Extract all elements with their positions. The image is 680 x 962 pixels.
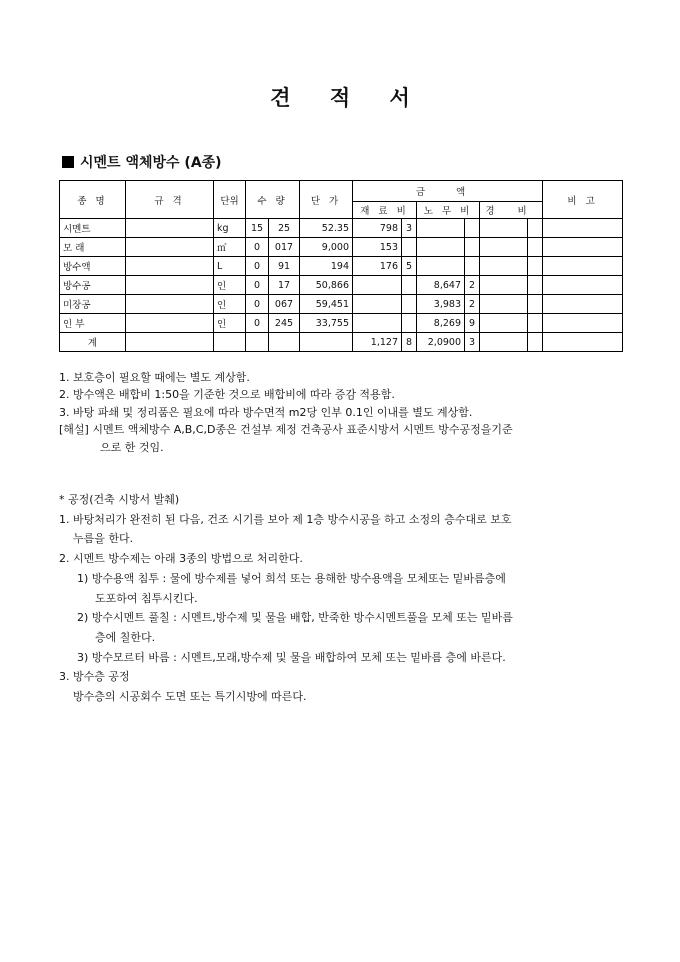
header-unit-price: 단 가 [300, 181, 353, 219]
cell-total-material-dec: 8 [402, 333, 417, 352]
note-item: 2. 방수액은 배합비 1:50을 기준한 것으로 배합비에 따라 증감 적용함. [59, 388, 395, 402]
cell-name: 인 부 [60, 314, 126, 333]
cell-price [300, 333, 353, 352]
process-item-body: 방수층의 시공회수 도면 또는 특기시방에 따른다. [73, 690, 307, 704]
cell-labor [417, 219, 465, 238]
cell-spec [126, 314, 214, 333]
cell-labor: 3,983 [417, 295, 465, 314]
cell-qty-dec: 067 [269, 295, 300, 314]
cell-spec [126, 219, 214, 238]
cell-qty-dec: 017 [269, 238, 300, 257]
cell-spec [126, 257, 214, 276]
cell-labor: 8,647 [417, 276, 465, 295]
cell-material: 798 [353, 219, 402, 238]
cell-name: 방수액 [60, 257, 126, 276]
process-item: 1. 바탕처리가 완전히 된 다음, 건조 시기를 보아 제 1층 방수시공을 하고 소정의 층수대로 보호 [59, 512, 512, 526]
cell-expense-dec [528, 333, 543, 352]
cell-material-dec: 3 [402, 219, 417, 238]
cell-qty-int: 0 [246, 238, 269, 257]
table-row [60, 238, 623, 257]
cell-expense-dec [528, 276, 543, 295]
process-item-continued: 누름을 한다. [73, 532, 134, 546]
cell-qty-int: 0 [246, 276, 269, 295]
cell-qty-dec: 91 [269, 257, 300, 276]
cell-material: 153 [353, 238, 402, 257]
cell-qty-dec: 25 [269, 219, 300, 238]
cell-expense-dec [528, 219, 543, 238]
cell-material-dec: 5 [402, 257, 417, 276]
cell-spec [126, 238, 214, 257]
process-item: 2. 시멘트 방수제는 아래 3종의 방법으로 처리한다. [59, 552, 303, 566]
cell-labor-dec [465, 219, 480, 238]
cell-name: 미장공 [60, 295, 126, 314]
header-unit: 단위 [214, 181, 246, 219]
cell-unit [214, 333, 246, 352]
cell-material-dec [402, 238, 417, 257]
header-labor: 노 무 비 [417, 202, 480, 219]
commentary-line: 으로 한 것임. [100, 440, 164, 454]
header-expense: 경 비 [480, 202, 543, 219]
commentary-line: [해설] 시멘트 액체방수 A,B,C,D종은 건설부 제정 건축공사 표준시방서 시멘트 방수공정을기준 [59, 423, 513, 437]
process-subitem: 2) 방수시멘트 풀칠 : 시멘트,방수제 및 물을 배합, 반죽한 방수시멘트풀을 모체 또는 밑바름 [77, 611, 513, 625]
process-subitem-continued: 도포하여 침투시킨다. [95, 591, 198, 605]
note-item: 3. 바탕 파쇄 및 정리품은 필요에 따라 방수면적 m2당 인부 0.1인 이내를 별도 계상함. [59, 405, 473, 419]
cell-unit: 인 [214, 276, 246, 295]
cell-total-labor: 2,0900 [417, 333, 465, 352]
cell-price: 9,000 [300, 238, 353, 257]
cell-material-dec [402, 276, 417, 295]
process-item: 3. 방수층 공정 [59, 670, 130, 684]
cell-remark [543, 276, 623, 295]
cell-qty-int: 15 [246, 219, 269, 238]
table-row [60, 314, 623, 333]
header-spec: 규 격 [126, 181, 214, 219]
estimate-table [59, 180, 623, 352]
cell-remark [543, 257, 623, 276]
header-remark: 비 고 [543, 181, 623, 219]
cell-price: 59,451 [300, 295, 353, 314]
notes [59, 369, 625, 456]
cell-labor [417, 257, 465, 276]
table-row [60, 295, 623, 314]
table-row [60, 219, 623, 238]
cell-unit: 인 [214, 295, 246, 314]
cell-material [353, 276, 402, 295]
cell-material [353, 314, 402, 333]
cell-total-label: 계 [60, 333, 126, 352]
cell-spec [126, 333, 214, 352]
cell-qty-int: 0 [246, 314, 269, 333]
cell-labor [417, 238, 465, 257]
cell-labor-dec [465, 238, 480, 257]
cell-remark [543, 314, 623, 333]
cell-price: 50,866 [300, 276, 353, 295]
process-subitem: 1) 방수용액 침투 : 물에 방수제를 넣어 희석 또는 용해한 방수용액을 모체또는 밑바름층에 [77, 571, 506, 585]
cell-name: 시멘트 [60, 219, 126, 238]
cell-expense [480, 219, 528, 238]
process-section [59, 490, 625, 707]
cell-expense [480, 257, 528, 276]
cell-qty-int: 0 [246, 257, 269, 276]
cell-name: 모 래 [60, 238, 126, 257]
note-item: 1. 보호층이 필요할 때에는 별도 계상함. [59, 371, 250, 384]
cell-labor-dec: 2 [465, 295, 480, 314]
cell-material-dec [402, 295, 417, 314]
black-square-bullet-icon [62, 156, 74, 168]
header-item: 종 명 [60, 181, 126, 219]
cell-qty-dec: 245 [269, 314, 300, 333]
cell-remark [543, 238, 623, 257]
cell-expense-dec [528, 314, 543, 333]
cell-qty-dec: 17 [269, 276, 300, 295]
header-material: 재 료 비 [353, 202, 417, 219]
cell-unit: L [214, 257, 246, 276]
section-title [62, 152, 222, 172]
process-subitem-continued: 층에 칠한다. [95, 630, 156, 644]
cell-expense [480, 238, 528, 257]
cell-spec [126, 295, 214, 314]
table-row [60, 276, 623, 295]
section-title-text: 시멘트 액체방수 (A종) [80, 155, 222, 171]
cell-expense-dec [528, 257, 543, 276]
cell-expense [480, 295, 528, 314]
table-total-row [60, 333, 623, 352]
cell-expense-dec [528, 295, 543, 314]
cell-price: 33,755 [300, 314, 353, 333]
process-heading: * 공정(건축 시방서 발췌) [59, 493, 180, 506]
cell-price: 194 [300, 257, 353, 276]
cell-name: 방수공 [60, 276, 126, 295]
cell-qty-int: 0 [246, 295, 269, 314]
cell-total-material: 1,127 [353, 333, 402, 352]
cell-labor-dec: 9 [465, 314, 480, 333]
cell-remark [543, 219, 623, 238]
cell-labor: 8,269 [417, 314, 465, 333]
cell-expense-dec [528, 238, 543, 257]
cell-remark [543, 295, 623, 314]
cell-qty-int [246, 333, 269, 352]
cell-material: 176 [353, 257, 402, 276]
header-qty: 수 량 [246, 181, 300, 219]
cell-unit: ㎥ [214, 238, 246, 257]
header-amount: 금 액 [353, 181, 543, 202]
cell-spec [126, 276, 214, 295]
table-row [60, 257, 623, 276]
cell-total-labor-dec: 3 [465, 333, 480, 352]
cell-material-dec [402, 314, 417, 333]
cell-expense [480, 314, 528, 333]
table-header-row [60, 181, 623, 202]
cell-price: 52.35 [300, 219, 353, 238]
cell-labor-dec [465, 257, 480, 276]
cell-unit: 인 [214, 314, 246, 333]
cell-expense [480, 333, 528, 352]
page-title: 견 적 서 [270, 85, 426, 110]
cell-labor-dec: 2 [465, 276, 480, 295]
cell-unit: kg [214, 219, 246, 238]
cell-remark [543, 333, 623, 352]
cell-qty-dec [269, 333, 300, 352]
cell-material [353, 295, 402, 314]
process-subitem: 3) 방수모르터 바름 : 시멘트,모래,방수제 및 물을 배합하여 모체 또는 밑바름 층에 바른다. [77, 650, 506, 664]
cell-expense [480, 276, 528, 295]
